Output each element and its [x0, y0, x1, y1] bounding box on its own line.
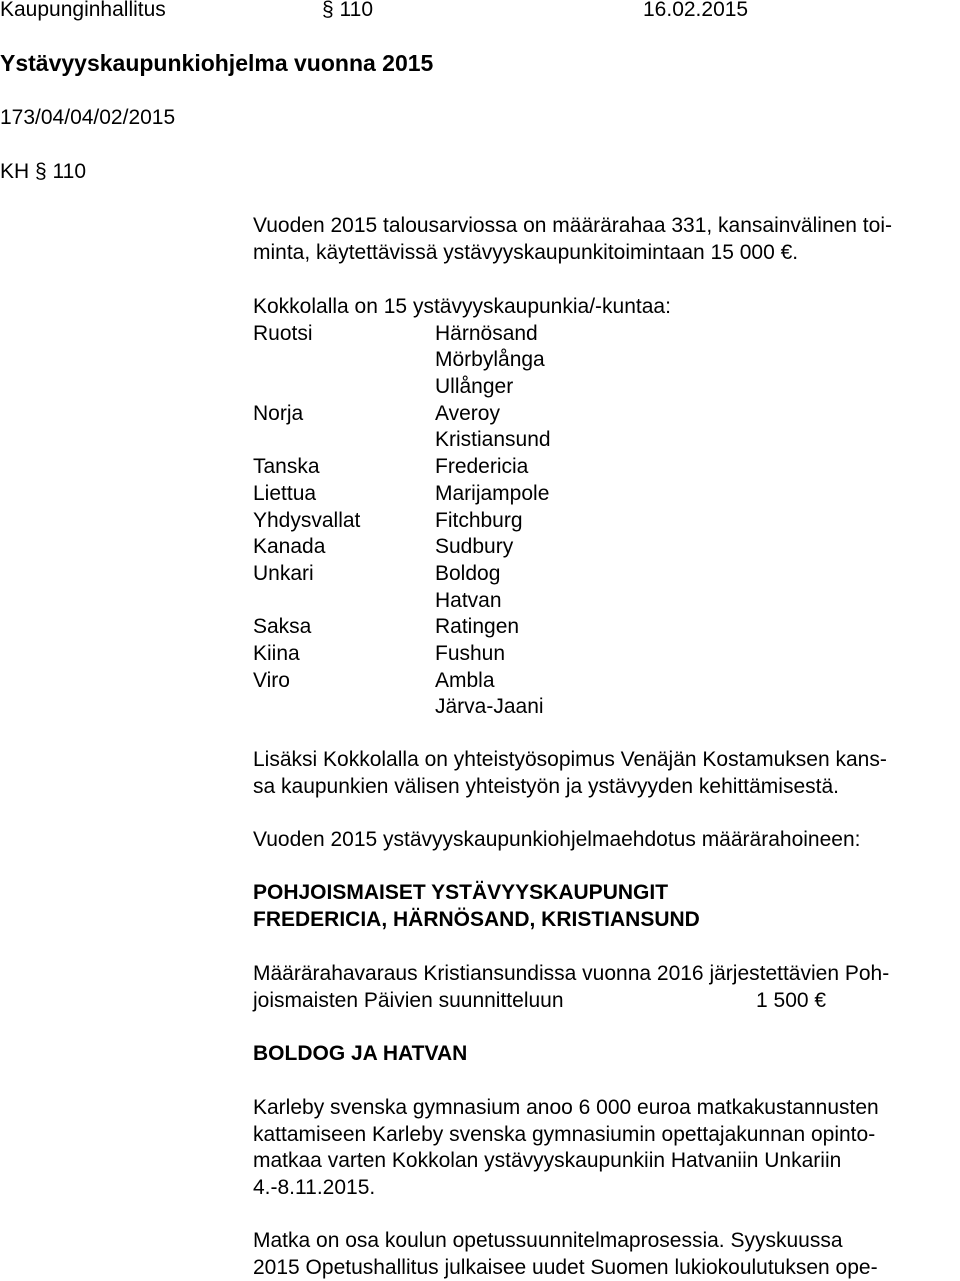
city-row — [253, 641, 953, 668]
kostamus-paragraph — [253, 747, 953, 800]
country-name: Yhdysvallat — [253, 508, 361, 532]
nordic-text-line: joismaisten Päivien suunnitteluun — [253, 988, 564, 1012]
proposal-heading-text: Vuoden 2015 ystävyyskaupunkiohjelmaehdotus määrärahoineen: — [253, 828, 861, 851]
kostamus-line: sa kaupunkien välisen yhteistyön ja ystävyyden kehittämisestä. — [253, 774, 839, 798]
country-name: Saksa — [253, 615, 312, 639]
nordic-amount: 1 500 € — [756, 988, 827, 1012]
intro-line: Vuoden 2015 talousarviossa on määrärahaa 331, kansainvälinen toi- — [253, 214, 892, 237]
country-name: Kiina — [253, 641, 300, 665]
city-row — [253, 321, 953, 348]
kostamus-line: Lisäksi Kokkolalla on yhteistyösopimus Venäjän Kostamuksen kans- — [253, 748, 887, 771]
city-name: Marijampole — [435, 481, 550, 505]
reference-number: 173/04/04/02/2015 — [0, 106, 176, 129]
city-row — [253, 454, 953, 481]
city-name: Ambla — [435, 668, 495, 692]
city-row — [253, 668, 953, 695]
intro-paragraph — [253, 213, 953, 266]
boldog-line: 4.-8.11.2015. — [253, 1176, 376, 1200]
country-name: Viro — [253, 668, 290, 692]
kh-reference: KH § 110 — [0, 160, 86, 183]
sister-cities-section — [253, 294, 953, 721]
city-name: Hatvan — [435, 588, 502, 612]
final-line: Matka on osa koulun opetussuunnitelmaprosessia. Syyskuussa — [253, 1229, 843, 1252]
header-organ: Kaupunginhallitus — [0, 0, 166, 21]
intro-line: minta, käytettävissä ystävyyskaupunkitoimintaan 15 000 €. — [253, 240, 799, 264]
nordic-heading — [253, 880, 953, 933]
nordic-text-line: Määrärahavaraus Kristiansundissa vuonna 2016 järjestettävien Poh- — [253, 962, 890, 985]
city-name: Ullånger — [435, 375, 514, 399]
city-name: Järva-Jaani — [435, 695, 544, 719]
nordic-heading-line: POHJOISMAISET YSTÄVYYSKAUPUNGIT — [253, 881, 669, 904]
city-name: Fushun — [435, 641, 506, 665]
boldog-heading — [253, 1041, 953, 1068]
nordic-heading-line: FREDERICIA, HÄRNÖSAND, KRISTIANSUND — [253, 907, 700, 931]
city-row — [253, 374, 953, 401]
city-row — [253, 508, 953, 535]
country-name: Ruotsi — [253, 321, 313, 345]
country-name: Kanada — [253, 535, 326, 559]
boldog-heading-text: BOLDOG JA HATVAN — [253, 1042, 468, 1065]
final-line: 2015 Opetushallitus julkaisee uudet Suomen lukiokoulutuksen ope- — [253, 1255, 878, 1279]
page-title: Ystävyyskaupunkiohjelma vuonna 2015 — [0, 50, 434, 76]
city-name: Kristiansund — [435, 428, 551, 452]
nordic-paragraph — [253, 961, 953, 1014]
nordic-amount-row — [253, 988, 953, 1015]
country-name: Tanska — [253, 455, 320, 479]
city-name: Fredericia — [435, 455, 529, 479]
country-name: Liettua — [253, 481, 317, 505]
city-row — [253, 347, 953, 374]
cities-heading: Kokkolalla on 15 ystävyyskaupunkia/-kuntaa: — [253, 295, 671, 318]
city-name: Fitchburg — [435, 508, 523, 532]
city-name: Mörbylånga — [435, 348, 545, 372]
city-row — [253, 534, 953, 561]
city-name: Ratingen — [435, 615, 520, 639]
country-name: Norja — [253, 401, 304, 425]
final-paragraph — [253, 1228, 953, 1281]
city-name: Sudbury — [435, 535, 514, 559]
country-name: Unkari — [253, 561, 314, 585]
city-row — [253, 427, 953, 454]
header-section: § 110 — [322, 0, 373, 21]
header-date: 16.02.2015 — [643, 0, 749, 21]
proposal-heading — [253, 827, 953, 854]
city-name: Averoy — [435, 401, 500, 425]
city-row — [253, 561, 953, 588]
city-row — [253, 614, 953, 641]
boldog-paragraph — [253, 1095, 953, 1202]
city-row — [253, 694, 953, 721]
city-row — [253, 588, 953, 615]
city-name: Boldog — [435, 561, 501, 585]
boldog-line: kattamiseen Karleby svenska gymnasiumin opettajakunnan opinto- — [253, 1122, 876, 1146]
city-row — [253, 481, 953, 508]
boldog-line: matkaa varten Kokkolan ystävyyskaupunkiin Hatvaniin Unkariin — [253, 1149, 842, 1173]
boldog-line: Karleby svenska gymnasium anoo 6 000 euroa matkakustannusten — [253, 1096, 879, 1119]
city-name: Härnösand — [435, 321, 538, 345]
city-row — [253, 401, 953, 428]
